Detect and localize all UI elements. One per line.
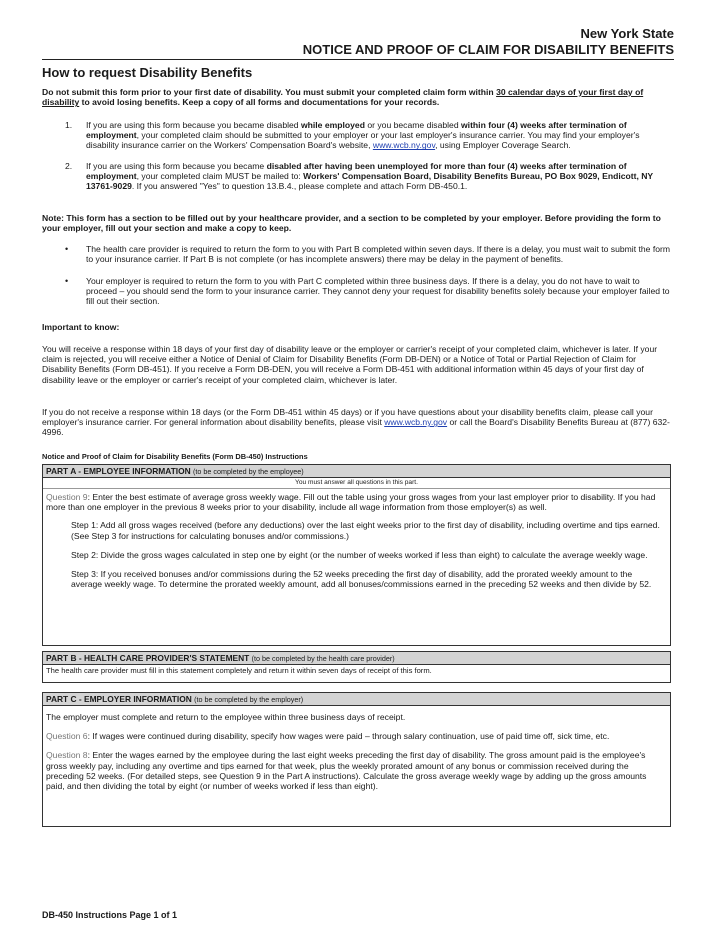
part-b-text: The health care provider must fill in this statement completely and return it within seven days of receipt of this form.	[46, 666, 432, 675]
question-9: Question 9: Enter the best estimate of average gross weekly wage. Fill out the table using your gross wages from your last employer prior to disability. If you had more than one employer in the previous 8 weeks prior to your disability, include all wage information from those employer(s) as well.	[46, 492, 656, 513]
part-a-header: PART A - EMPLOYEE INFORMATION (to be completed by the employee)	[43, 465, 670, 478]
form-title: NOTICE AND PROOF OF CLAIM FOR DISABILITY BENEFITS	[302, 42, 674, 57]
step-1: Step 1: Add all gross wages received (before any deductions) over the last eight weeks prior to the first day of disability, including overtime and tips earned. (See Step 3 for instructions for calculating bonuses and/or commissions.)	[71, 520, 660, 541]
question-8: Question 8: Enter the wages earned by the employee during the last eight weeks preceding the first day of disability. The gross amount paid is the employee's gross weekly pay, including any overtime and tips earned for that week, plus the weekly prorated amount of any bonus or commission received during the preceding 52 weeks. (For detailed steps, see Question 9 in the Part A instructions). Calculate the gross average weekly wage by adding up the gross amounts paid, and then dividing the total by eight (or number of weeks worked if less than eight).	[46, 750, 647, 792]
part-c-header: PART C - EMPLOYER INFORMATION (to be completed by the employer)	[43, 693, 670, 706]
note-paragraph: Note: This form has a section to be filled out by your healthcare provider, and a section to be completed by your employer. Before providing the form to your employer, fill out your section and make a copy to keep.	[42, 213, 661, 234]
important-heading: Important to know:	[42, 322, 120, 332]
state-label: New York State	[580, 26, 674, 41]
bullet-icon: •	[65, 276, 69, 286]
item-1-text: If you are using this form because you became disabled while employed or you became disabled within four (4) weeks after termination of employment, your completed claim should be submitted to your employer or your last employer's insurance carrier. You may find your employer's disability insurance carrier on the Workers' Compensation Board's website, www.wcb.ny.gov, using Employer Coverage Search.	[86, 120, 640, 151]
wcb-link[interactable]: www.wcb.ny.gov	[372, 140, 436, 151]
page-footer: DB-450 Instructions Page 1 of 1	[42, 910, 178, 920]
bullet-text: Your employer is required to return the form to you with Part C completed within three business days. If there is a delay, you do not have to wait to proceed – you should send the form to your insurance carrier. They cannot deny your request for disability benefits solely because your employer failed to fill out their section.	[86, 276, 670, 307]
item-2-text: If you are using this form because you became disabled after having been unemployed for more than four (4) weeks after termination of employment, your completed claim MUST be mailed to: Workers' Compensation Board, Disability Benefits Bureau, PO Box 9029, Endicott, NY 13761-9029. If you answered "Yes" to question 13.B.4., please complete and attach Form DB-450.1.	[86, 161, 654, 192]
question-6: Question 6: If wages were continued during disability, specify how wages were paid – through salary continuation, use of paid time off, sick time, etc.	[46, 731, 610, 742]
bullet-icon: •	[65, 244, 69, 254]
instructions-title: Notice and Proof of Claim for Disability Benefits (Form DB-450) Instructions	[42, 452, 308, 461]
part-c-box	[42, 692, 671, 827]
part-b-box	[42, 651, 671, 683]
part-a-must-answer: You must answer all questions in this part.	[43, 478, 670, 489]
step-3: Step 3: If you received bonuses and/or commissions during the 52 weeks preceding the first day of disability, add the prorated weekly amount to the average weekly wage. To determine the prorated weekly amount, add all bonuses/commissions earned in the preceding 52 weeks and then divide by 52.	[71, 569, 652, 590]
part-c-text: The employer must complete and return to the employee within three business days of receipt.	[46, 712, 406, 722]
header-divider	[42, 59, 674, 60]
intro-paragraph: Do not submit this form prior to your first date of disability. You must submit your completed claim form within 30 calendar days of your first day of disability to avoid losing benefits. Keep a copy of all forms and documentations for your records.	[42, 87, 644, 108]
part-b-header: PART B - HEALTH CARE PROVIDER'S STATEMENT (to be completed by the health care provider)	[43, 652, 670, 665]
wcb-link[interactable]: www.wcb.ny.gov	[384, 417, 448, 428]
important-paragraph-2: If you do not receive a response within 18 days (or the Form DB-451 within 45 days) or if you have questions about your disability benefits claim, please call your employer's insurance carrier. For general information about disability benefits, please visit www.wcb.ny.gov or call the Board's Disability Benefits Bureau at (877) 632-4996.	[42, 407, 670, 438]
step-2: Step 2: Divide the gross wages calculated in step one by eight (or the number of weeks worked if less than eight) to calculate the average weekly wage.	[71, 549, 648, 560]
item-number: 2.	[65, 161, 73, 171]
bullet-text: The health care provider is required to return the form to you with Part B completed within seven days. If there is a delay, you must wait to submit the form to your insurance carrier. If Part B is not complete (or has incomplete answers) there may be delay in the payment of benefits.	[86, 244, 671, 265]
important-paragraph-1: You will receive a response within 18 days of your first day of disability leave or the employer or carrier's receipt of your completed claim, whichever is later. If your claim is rejected, you will receive either a Notice of Denial of Claim for Disability Benefits (Form DB-DEN) or a Notice of Total or Partial Rejection of Claim for Disability Benefits (Form DB-451). If you receive a Form DB-DEN, you will receive a Form DB-451 with additional information within 45 days of your first day of disability leave or the employer or carrier's receipt of your completed claim, whichever is later.	[42, 344, 658, 385]
part-a-box	[42, 464, 671, 646]
item-number: 1.	[65, 120, 73, 130]
section-heading: How to request Disability Benefits	[42, 65, 253, 80]
